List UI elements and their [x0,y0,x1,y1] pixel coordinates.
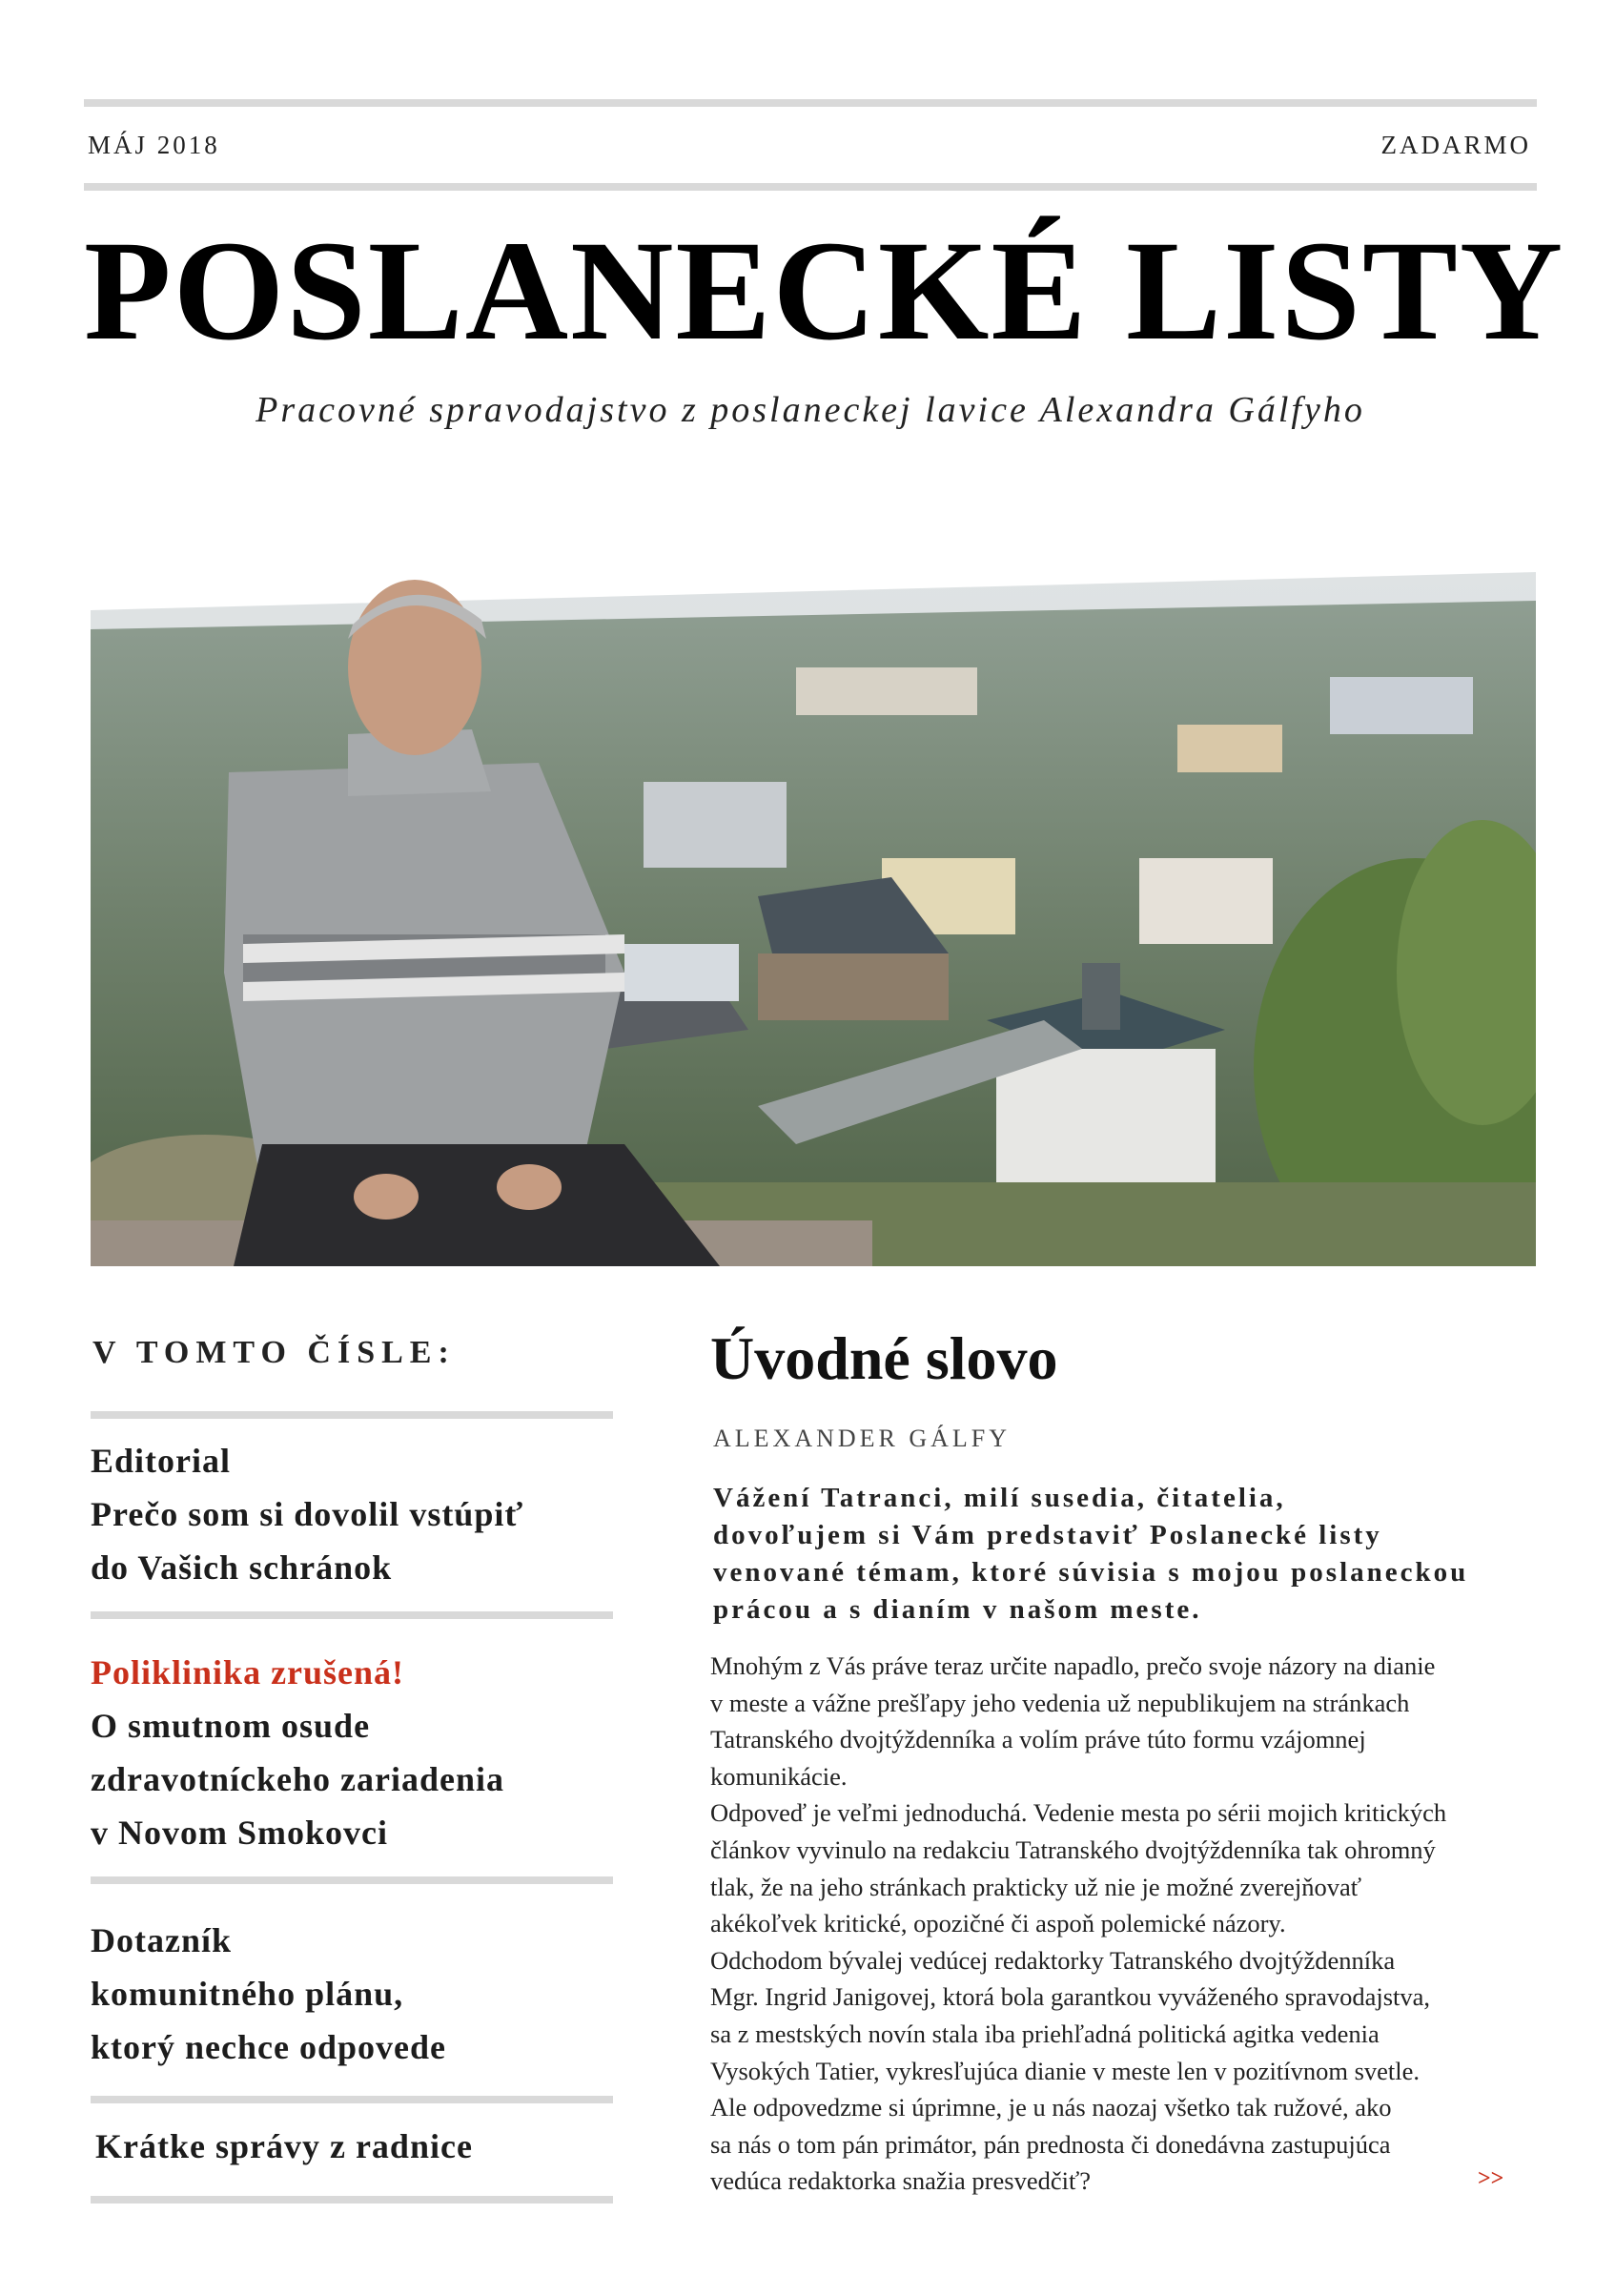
body-line: Odchodom bývalej vedúcej redaktorky Tatranského dvojtýždenníka [710,1945,1396,1975]
toc-item-line: v Novom Smokovci [91,1814,388,1852]
toc-item-line: Editorial [91,1442,232,1480]
toc-rule [91,1411,613,1419]
cover-photo [91,572,1536,1266]
toc-item-line: Krátke správy z radnice [95,2127,473,2165]
article-body [710,1648,1521,2200]
toc-rule [91,1611,613,1619]
toc-item-line: komunitného plánu, [91,1975,404,2013]
body-line: Vysokých Tatier, vykresľujúca dianie v meste len v pozitívnom svetle. [710,2056,1421,2085]
toc-item-line: O smutnom osude [91,1707,371,1745]
toc-item-line: Prečo som si dovolil vstúpiť [91,1495,524,1533]
body-line: Mnohým z Vás práve teraz určite napadlo, prečo svoje názory na dianie [710,1651,1436,1680]
toc-item-kratke-spravy[interactable] [95,2120,473,2173]
article-lead [713,1480,1523,1629]
lead-line: venované témam, ktoré súvisia s mojou poslaneckou [713,1557,1469,1588]
toc-rule [91,1876,613,1884]
body-line: Mgr. Ingrid Janigovej, ktorá bola garantkou vyváženého spravodajstva, [710,1982,1431,2012]
body-line: tlak, že na jeho stránkach prakticky už nie je možné zverejňovať [710,1872,1362,1901]
body-line: článkov vyvinulo na redakciu Tatranského dvojtýždenníka tak ohromný [710,1835,1436,1864]
tagline: Pracovné spravodajstvo z poslaneckej lavice Alexandra Gálfyho [256,390,1365,430]
lead-line: Vážení Tatranci, milí susedia, čitatelia, [713,1483,1286,1513]
toc-item-line: ktorý nechce odpovede [91,2028,446,2066]
header-rule [84,183,1537,191]
body-line: sa z mestských novín stala iba priehľadná politická agitka vedenia [710,2019,1380,2048]
toc-item-dotaznik[interactable] [91,1914,446,2074]
lead-line: dovoľujem si Vám predstaviť Poslanecké listy [713,1520,1382,1550]
masthead-title: POSLANECKÉ LISTY [84,212,1565,370]
article-title: Úvodné slovo [710,1324,1058,1392]
body-line: sa nás o tom pán primátor, pán prednosta či donedávna zastupujúca [710,2129,1391,2159]
issue-date: MÁJ 2018 [88,131,220,159]
continue-link[interactable]: >> [1478,2166,1504,2191]
toc-item-line: do Vašich schránok [91,1548,393,1587]
lead-line: prácou a s dianím v našom meste. [713,1594,1202,1625]
top-rule [84,99,1537,107]
toc-rule [91,2096,613,2103]
body-line: v meste a vážne prešľapy jeho vedenia už nepublikujem na stránkach [710,1688,1410,1717]
price-label: ZADARMO [1380,131,1531,159]
body-line: komunikácie. [710,1761,848,1791]
body-line: akékoľvek kritické, opozičné či aspoň polemické názory. [710,1909,1286,1938]
toc-item-line: Dotazník [91,1921,233,1959]
body-line: Odpoveď je veľmi jednoduchá. Vedenie mesta po sérii mojich kritických [710,1798,1447,1828]
toc-rule [91,2196,613,2204]
toc-item-poliklinika[interactable] [91,1646,504,1859]
article-author: ALEXANDER GÁLFY [713,1425,1012,1452]
toc-heading: V TOMTO ČÍSLE: [92,1335,456,1370]
body-line: Ale odpovedzme si úprimne, je u nás naozaj všetko tak ružové, ako [710,2093,1392,2122]
toc-item-line: zdravotníckeho zariadenia [91,1760,504,1798]
body-line: vedúca redaktorka snažia presvedčiť? [710,2166,1092,2196]
toc-item-editorial[interactable] [91,1434,523,1594]
toc-item-highlight: Poliklinika zrušená! [91,1653,405,1691]
body-line: Tatranského dvojtýždenníka a volím práve túto formu vzájomnej [710,1725,1366,1754]
